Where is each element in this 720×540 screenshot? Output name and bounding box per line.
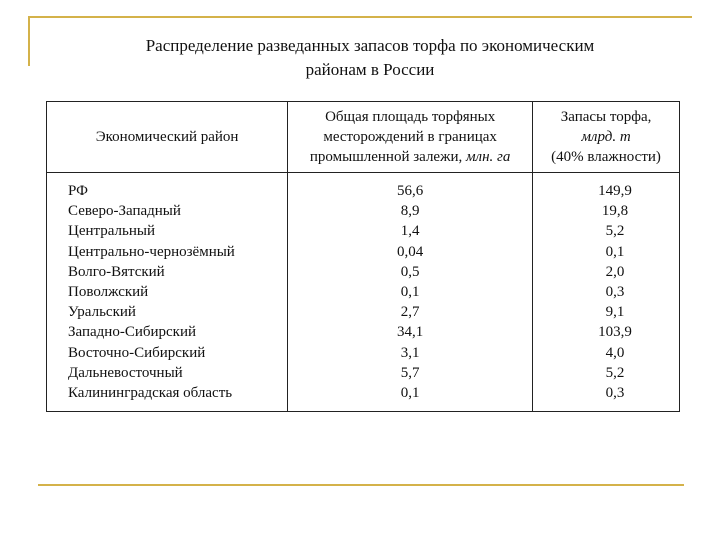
region-name: Волго-Вятский [68, 263, 165, 280]
left-accent-line [28, 16, 30, 66]
region-name: Поволжский [68, 284, 149, 301]
reserves-value: 103,9 [598, 324, 632, 341]
area-value: 0,1 [400, 284, 420, 301]
area-value: 0,5 [400, 263, 420, 280]
data-row [47, 173, 680, 412]
region-name: Восточно-Сибирский [68, 344, 206, 361]
header-reserves-line-1: Запасы торфа, [560, 109, 652, 125]
header-area [288, 102, 533, 173]
header-reserves-line-2: млрд. т [581, 129, 631, 145]
reserves-value: 5,2 [605, 364, 625, 381]
reserves-column [533, 173, 680, 412]
region-name: РФ [68, 183, 88, 199]
region-name: Центрально-чернозёмный [68, 243, 235, 260]
area-value: 8,9 [400, 203, 420, 220]
slide-title [90, 34, 650, 82]
area-value: 0,1 [400, 385, 420, 402]
reserves-value: 19,8 [601, 203, 629, 220]
reserves-value: 9,1 [605, 304, 625, 321]
area-value: 5,7 [400, 364, 420, 381]
area-value: 34,1 [397, 324, 424, 341]
header-area-line-3: промышленной залежи, млн. га [309, 149, 511, 165]
region-name: Калининградская область [68, 385, 233, 402]
bottom-accent-line [38, 484, 684, 486]
area-value: 1,4 [400, 223, 420, 240]
reserves-value: 0,3 [605, 385, 625, 402]
top-accent-line [28, 16, 692, 18]
header-reserves-line-3: (40% влажности) [551, 149, 661, 165]
area-value: 0,04 [397, 243, 424, 260]
header-region: Экономический район [47, 102, 288, 173]
area-value: 3,1 [400, 344, 420, 361]
area-value: 2,7 [400, 304, 420, 321]
region-name: Дальневосточный [68, 364, 183, 381]
header-reserves [533, 102, 680, 173]
reserves-value: 0,3 [605, 284, 625, 301]
title-line-1: Распределение разведанных запасов торфа по экономическим [145, 36, 595, 55]
header-area-unit: млн. га [465, 149, 511, 165]
reserves-value: 149,9 [598, 183, 632, 199]
region-name: Уральский [68, 304, 136, 321]
reserves-value: 0,1 [605, 243, 625, 260]
peat-reserves-table [46, 101, 680, 412]
reserves-value: 5,2 [605, 223, 625, 240]
region-name: Центральный [68, 223, 156, 240]
area-column [288, 173, 533, 412]
reserves-value: 4,0 [605, 344, 625, 361]
region-name: Северо-Западный [68, 203, 181, 220]
header-area-line-1: Общая площадь торфяных [325, 109, 496, 125]
region-name: Западно-Сибирский [68, 324, 197, 341]
area-value: 56,6 [397, 183, 424, 199]
title-line-2: районам в России [305, 60, 435, 79]
header-row [47, 102, 680, 173]
header-area-line-2: месторождений в границах [323, 129, 497, 145]
region-column [47, 173, 288, 412]
reserves-value: 2,0 [605, 263, 625, 280]
